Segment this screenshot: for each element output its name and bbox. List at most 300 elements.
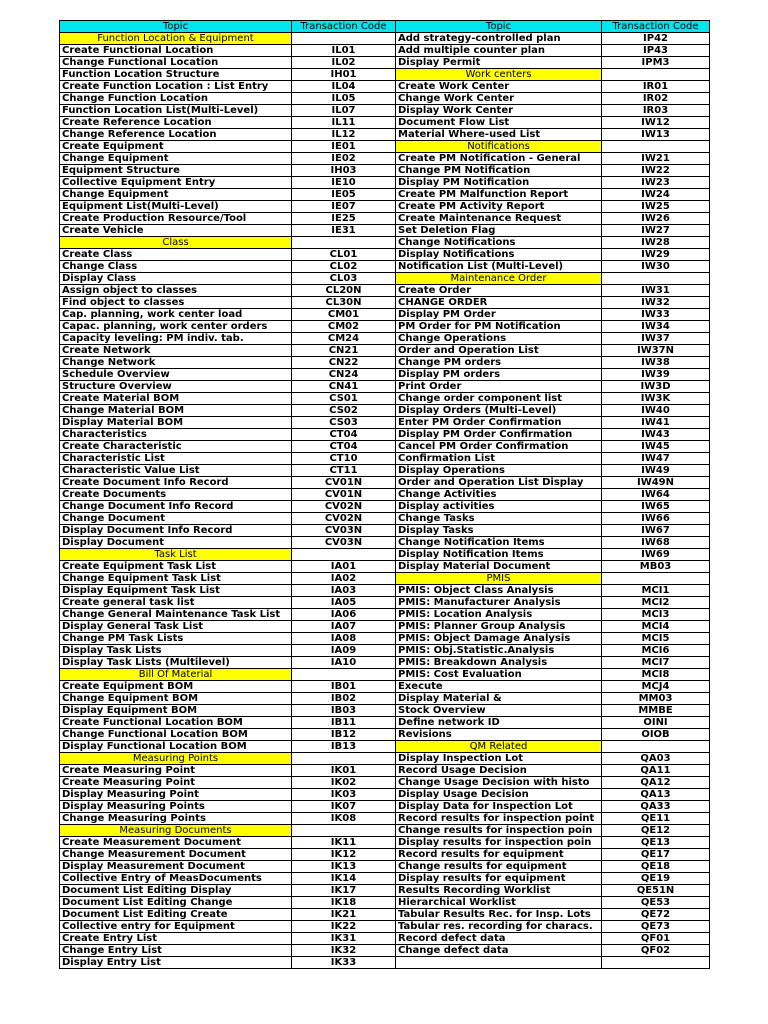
topic-cell-right: Change Notification Items xyxy=(396,537,602,549)
topic-cell-right: PMIS: Location Analysis xyxy=(396,609,602,621)
code-cell-right: QE53 xyxy=(602,897,710,909)
topic-cell-right: PMIS: Object Damage Analysis xyxy=(396,633,602,645)
code-cell-left: IE07 xyxy=(292,201,396,213)
table-row xyxy=(60,153,710,165)
topic-cell-right: Display results for equipment xyxy=(396,873,602,885)
code-cell-left: IB03 xyxy=(292,705,396,717)
topic-cell-right: Display PM Order xyxy=(396,309,602,321)
code-cell-left: IK31 xyxy=(292,933,396,945)
code-cell-right: IW29 xyxy=(602,249,710,261)
code-cell-left: IK13 xyxy=(292,861,396,873)
code-cell-left: IL11 xyxy=(292,117,396,129)
table-row xyxy=(60,81,710,93)
table-row xyxy=(60,429,710,441)
table-row xyxy=(60,765,710,777)
code-cell-left: CV02N xyxy=(292,501,396,513)
topic-cell-right: Record results for equipment xyxy=(396,849,602,861)
topic-cell-left: Change Function Location xyxy=(60,93,292,105)
table-row xyxy=(60,189,710,201)
table-row xyxy=(60,753,710,765)
code-cell-right: IW32 xyxy=(602,297,710,309)
code-cell-right: IW26 xyxy=(602,213,710,225)
code-cell-right xyxy=(602,741,710,753)
code-cell-left: CN21 xyxy=(292,345,396,357)
topic-cell-right: Results Recording Worklist xyxy=(396,885,602,897)
code-cell-left: IA10 xyxy=(292,657,396,669)
code-cell-right: MM03 xyxy=(602,693,710,705)
topic-cell-left: Create Characteristic xyxy=(60,441,292,453)
code-cell-right: QF01 xyxy=(602,933,710,945)
topic-cell-right: Set Deletion Flag xyxy=(396,225,602,237)
topic-cell-left: Create Vehicle xyxy=(60,225,292,237)
code-cell-left: CN41 xyxy=(292,381,396,393)
code-cell-right: IW33 xyxy=(602,309,710,321)
code-cell-right: IW37 xyxy=(602,333,710,345)
topic-cell-right: Change Notifications xyxy=(396,237,602,249)
code-cell-right: QE18 xyxy=(602,861,710,873)
code-cell-right: QA12 xyxy=(602,777,710,789)
topic-cell-left: Display Document xyxy=(60,537,292,549)
topic-cell-right: Display Material & xyxy=(396,693,602,705)
topic-cell-left: Equipment Structure xyxy=(60,165,292,177)
code-cell-left: CV03N xyxy=(292,525,396,537)
code-cell-left: IK12 xyxy=(292,849,396,861)
code-cell-right: MMBE xyxy=(602,705,710,717)
topic-cell-left: Change Material BOM xyxy=(60,405,292,417)
code-cell-right: IW49N xyxy=(602,477,710,489)
table-row xyxy=(60,777,710,789)
table-row xyxy=(60,177,710,189)
section-heading-left: Measuring Documents xyxy=(60,825,292,837)
code-cell-left: IE25 xyxy=(292,213,396,225)
code-cell-left: IL02 xyxy=(292,57,396,69)
code-cell-left: IB13 xyxy=(292,741,396,753)
topic-cell-left: Assign object to classes xyxy=(60,285,292,297)
table-row xyxy=(60,441,710,453)
topic-cell-right: PMIS: Obj.Statistic.Analysis xyxy=(396,645,602,657)
code-cell-left: CV02N xyxy=(292,513,396,525)
table-row xyxy=(60,837,710,849)
section-heading-left: Class xyxy=(60,237,292,249)
code-cell-left: IE01 xyxy=(292,141,396,153)
code-cell-right: IW39 xyxy=(602,369,710,381)
topic-cell-left: Display Document Info Record xyxy=(60,525,292,537)
code-cell-right: IPM3 xyxy=(602,57,710,69)
table-row xyxy=(60,45,710,57)
code-cell-left: CM24 xyxy=(292,333,396,345)
table-row xyxy=(60,321,710,333)
table-row xyxy=(60,957,710,969)
topic-cell-left: Document List Editing Change xyxy=(60,897,292,909)
code-cell-right: MCJ4 xyxy=(602,681,710,693)
code-cell-right: IW43 xyxy=(602,429,710,441)
table-row xyxy=(60,705,710,717)
code-cell-left: IE31 xyxy=(292,225,396,237)
topic-cell-right: Change Work Center xyxy=(396,93,602,105)
topic-cell-left: Cap. planning, work center load xyxy=(60,309,292,321)
code-cell-left: IK32 xyxy=(292,945,396,957)
code-cell-right: QA13 xyxy=(602,789,710,801)
topic-cell-left: Create Document Info Record xyxy=(60,477,292,489)
topic-cell-right: Display Notifications xyxy=(396,249,602,261)
topic-cell-right: Enter PM Order Confirmation xyxy=(396,417,602,429)
topic-cell-left: Create Functional Location xyxy=(60,45,292,57)
topic-cell-left: Create Equipment BOM xyxy=(60,681,292,693)
code-cell-right: MCI6 xyxy=(602,645,710,657)
topic-cell-right: Execute xyxy=(396,681,602,693)
topic-cell-right xyxy=(396,957,602,969)
code-cell-left: IL07 xyxy=(292,105,396,117)
topic-cell-right: Display Operations xyxy=(396,465,602,477)
topic-cell-right: Change order component list xyxy=(396,393,602,405)
topic-cell-left: Create Equipment xyxy=(60,141,292,153)
topic-cell-left: Create Network xyxy=(60,345,292,357)
code-cell-left: IA07 xyxy=(292,621,396,633)
header-topic-right: Topic xyxy=(396,21,602,33)
table-row xyxy=(60,897,710,909)
code-cell-right: IR02 xyxy=(602,93,710,105)
code-cell-left: IL12 xyxy=(292,129,396,141)
topic-cell-right: Order and Operation List Display xyxy=(396,477,602,489)
section-heading-right: PMIS xyxy=(396,573,602,585)
code-cell-left: IA06 xyxy=(292,609,396,621)
code-cell-left: CT10 xyxy=(292,453,396,465)
code-cell-left: IK08 xyxy=(292,813,396,825)
topic-cell-right: Print Order xyxy=(396,381,602,393)
table-row xyxy=(60,537,710,549)
code-cell-left: CM01 xyxy=(292,309,396,321)
topic-cell-left: Display Task Lists (Multilevel) xyxy=(60,657,292,669)
topic-cell-right: Stock Overview xyxy=(396,705,602,717)
topic-cell-left: Function Location Structure xyxy=(60,69,292,81)
topic-cell-right: Display Orders (Multi-Level) xyxy=(396,405,602,417)
topic-cell-right: Display Work Center xyxy=(396,105,602,117)
table-row xyxy=(60,717,710,729)
topic-cell-right: Display Inspection Lot xyxy=(396,753,602,765)
topic-cell-right: Create Order xyxy=(396,285,602,297)
topic-cell-left: Change Reference Location xyxy=(60,129,292,141)
table-row xyxy=(60,369,710,381)
section-heading-right: Work centers xyxy=(396,69,602,81)
table-row xyxy=(60,609,710,621)
code-cell-left: IB11 xyxy=(292,717,396,729)
code-cell-left: IK03 xyxy=(292,789,396,801)
code-cell-right xyxy=(602,573,710,585)
code-cell-right: IR03 xyxy=(602,105,710,117)
table-row xyxy=(60,93,710,105)
topic-cell-right: Add multiple counter plan xyxy=(396,45,602,57)
code-cell-right: QE12 xyxy=(602,825,710,837)
topic-cell-left: Structure Overview xyxy=(60,381,292,393)
code-cell-left: IL05 xyxy=(292,93,396,105)
code-cell-left: CV01N xyxy=(292,477,396,489)
topic-cell-right: Record results for inspection point xyxy=(396,813,602,825)
table-row xyxy=(60,621,710,633)
table-row xyxy=(60,813,710,825)
code-cell-left xyxy=(292,825,396,837)
table-row xyxy=(60,573,710,585)
table-row xyxy=(60,141,710,153)
table-row xyxy=(60,465,710,477)
code-cell-right: QA11 xyxy=(602,765,710,777)
topic-cell-left: Change Measuring Points xyxy=(60,813,292,825)
topic-cell-right: Record defect data xyxy=(396,933,602,945)
table-row xyxy=(60,693,710,705)
code-cell-right: IW30 xyxy=(602,261,710,273)
code-cell-right: IW28 xyxy=(602,237,710,249)
topic-cell-right: PM Order for PM Notification xyxy=(396,321,602,333)
table-row xyxy=(60,237,710,249)
table-row xyxy=(60,597,710,609)
table-row xyxy=(60,861,710,873)
topic-cell-left: Display Equipment BOM xyxy=(60,705,292,717)
table-row xyxy=(60,585,710,597)
topic-cell-right: Display Permit xyxy=(396,57,602,69)
topic-cell-right: Create Maintenance Request xyxy=(396,213,602,225)
topic-cell-left: Display Entry List xyxy=(60,957,292,969)
code-cell-left: IK07 xyxy=(292,801,396,813)
topic-cell-right: Change results for equipment xyxy=(396,861,602,873)
code-cell-right: QF02 xyxy=(602,945,710,957)
code-cell-right: IW3K xyxy=(602,393,710,405)
table-row xyxy=(60,213,710,225)
code-cell-right: IW38 xyxy=(602,357,710,369)
code-cell-right: IW27 xyxy=(602,225,710,237)
code-cell-right: IW24 xyxy=(602,189,710,201)
table-row xyxy=(60,477,710,489)
topic-cell-left: Change General Maintenance Task List xyxy=(60,609,292,621)
code-cell-left: IE10 xyxy=(292,177,396,189)
code-cell-right: MCI7 xyxy=(602,657,710,669)
table-row xyxy=(60,33,710,45)
table-row xyxy=(60,945,710,957)
topic-cell-right: Display Tasks xyxy=(396,525,602,537)
topic-cell-left: Display Task Lists xyxy=(60,645,292,657)
table-row xyxy=(60,261,710,273)
table-row xyxy=(60,933,710,945)
code-cell-right: QE19 xyxy=(602,873,710,885)
topic-cell-right: Display PM Order Confirmation xyxy=(396,429,602,441)
topic-cell-left: Create Reference Location xyxy=(60,117,292,129)
code-cell-right: IP43 xyxy=(602,45,710,57)
topic-cell-left: Collective entry for Equipment xyxy=(60,921,292,933)
code-cell-right: IW22 xyxy=(602,165,710,177)
table-row xyxy=(60,129,710,141)
section-heading-right: Maintenance Order xyxy=(396,273,602,285)
table-row xyxy=(60,333,710,345)
topic-cell-right: Hierarchical Worklist xyxy=(396,897,602,909)
topic-cell-left: Create Measurement Document xyxy=(60,837,292,849)
code-cell-left: IK18 xyxy=(292,897,396,909)
code-cell-right: IW41 xyxy=(602,417,710,429)
topic-cell-left: Create Material BOM xyxy=(60,393,292,405)
topic-cell-right: Revisions xyxy=(396,729,602,741)
topic-cell-left: Schedule Overview xyxy=(60,369,292,381)
code-cell-left: CL03 xyxy=(292,273,396,285)
topic-cell-right: Display PM Notification xyxy=(396,177,602,189)
topic-cell-right: Create Work Center xyxy=(396,81,602,93)
code-cell-left: CT11 xyxy=(292,465,396,477)
code-cell-right: IW66 xyxy=(602,513,710,525)
code-cell-right: QE72 xyxy=(602,909,710,921)
table-row xyxy=(60,501,710,513)
topic-cell-left: Create Production Resource/Tool xyxy=(60,213,292,225)
code-cell-right: MCI8 xyxy=(602,669,710,681)
code-cell-right: OINI xyxy=(602,717,710,729)
code-cell-right: IW31 xyxy=(602,285,710,297)
topic-cell-left: Find object to classes xyxy=(60,297,292,309)
topic-cell-left: Document List Editing Create xyxy=(60,909,292,921)
table-row xyxy=(60,549,710,561)
table-row xyxy=(60,909,710,921)
topic-cell-left: Create Measuring Point xyxy=(60,765,292,777)
code-cell-right: IW69 xyxy=(602,549,710,561)
table-row xyxy=(60,657,710,669)
topic-cell-right: PMIS: Object Class Analysis xyxy=(396,585,602,597)
topic-cell-left: Capac. planning, work center orders xyxy=(60,321,292,333)
code-cell-left: IK14 xyxy=(292,873,396,885)
code-cell-left: CN22 xyxy=(292,357,396,369)
topic-cell-left: Create Function Location : List Entry xyxy=(60,81,292,93)
table-row xyxy=(60,525,710,537)
section-heading-right: QM Related xyxy=(396,741,602,753)
table-row xyxy=(60,201,710,213)
table-row xyxy=(60,249,710,261)
code-cell-right: OIOB xyxy=(602,729,710,741)
table-row xyxy=(60,165,710,177)
topic-cell-right: Create PM Malfunction Report xyxy=(396,189,602,201)
topic-cell-right: PMIS: Planner Group Analysis xyxy=(396,621,602,633)
topic-cell-left: Characteristics xyxy=(60,429,292,441)
table-row xyxy=(60,345,710,357)
topic-cell-left: Change Document xyxy=(60,513,292,525)
topic-cell-left: Display Measurement Document xyxy=(60,861,292,873)
topic-cell-right: Create PM Activity Report xyxy=(396,201,602,213)
code-cell-left: CS03 xyxy=(292,417,396,429)
code-cell-left: CS02 xyxy=(292,405,396,417)
topic-cell-left: Display Class xyxy=(60,273,292,285)
code-cell-left: CL20N xyxy=(292,285,396,297)
topic-cell-right: Display results for inspection poin xyxy=(396,837,602,849)
code-cell-right: IW23 xyxy=(602,177,710,189)
code-cell-right: QE13 xyxy=(602,837,710,849)
code-cell-right: IR01 xyxy=(602,81,710,93)
code-cell-right: QA03 xyxy=(602,753,710,765)
code-cell-left: CV01N xyxy=(292,489,396,501)
topic-cell-right: Display Notification Items xyxy=(396,549,602,561)
topic-cell-left: Collective Entry of MeasDocuments xyxy=(60,873,292,885)
topic-cell-right: Change PM Notification xyxy=(396,165,602,177)
header-row xyxy=(60,21,710,33)
code-cell-left: IA02 xyxy=(292,573,396,585)
topic-cell-left: Display Material BOM xyxy=(60,417,292,429)
table-row xyxy=(60,633,710,645)
table-row xyxy=(60,393,710,405)
table-row xyxy=(60,669,710,681)
topic-cell-left: Display General Task List xyxy=(60,621,292,633)
table-row xyxy=(60,489,710,501)
code-cell-left: IK22 xyxy=(292,921,396,933)
topic-cell-right: Display PM orders xyxy=(396,369,602,381)
code-cell-right: MCI3 xyxy=(602,609,710,621)
topic-cell-right: Display Usage Decision xyxy=(396,789,602,801)
code-cell-left: IK02 xyxy=(292,777,396,789)
header-code-right: Transaction Code xyxy=(602,21,710,33)
code-cell-right: MCI2 xyxy=(602,597,710,609)
table-row xyxy=(60,117,710,129)
table-row xyxy=(60,381,710,393)
table-row xyxy=(60,357,710,369)
topic-cell-left: Change Equipment BOM xyxy=(60,693,292,705)
topic-cell-left: Create Measuring Point xyxy=(60,777,292,789)
code-cell-left: CM02 xyxy=(292,321,396,333)
code-cell-right: QE11 xyxy=(602,813,710,825)
topic-cell-left: Equipment List(Multi-Level) xyxy=(60,201,292,213)
topic-cell-left: Change Entry List xyxy=(60,945,292,957)
code-cell-left: IK17 xyxy=(292,885,396,897)
code-cell-right: QE51N xyxy=(602,885,710,897)
code-cell-left xyxy=(292,33,396,45)
code-cell-right: IW3D xyxy=(602,381,710,393)
code-cell-right xyxy=(602,273,710,285)
table-row xyxy=(60,849,710,861)
code-cell-left: IE05 xyxy=(292,189,396,201)
topic-cell-right: Change PM orders xyxy=(396,357,602,369)
table-row xyxy=(60,273,710,285)
topic-cell-left: Change Document Info Record xyxy=(60,501,292,513)
table-row xyxy=(60,873,710,885)
code-cell-right: QA33 xyxy=(602,801,710,813)
topic-cell-right: Create PM Notification - General xyxy=(396,153,602,165)
code-cell-left: IB02 xyxy=(292,693,396,705)
topic-cell-left: Create Equipment Task List xyxy=(60,561,292,573)
topic-cell-left: Collective Equipment Entry xyxy=(60,177,292,189)
table-row xyxy=(60,789,710,801)
topic-cell-right: Change results for inspection poin xyxy=(396,825,602,837)
code-cell-left: IA03 xyxy=(292,585,396,597)
code-cell-right xyxy=(602,69,710,81)
topic-cell-left: Display Measuring Points xyxy=(60,801,292,813)
table-row xyxy=(60,285,710,297)
table-row xyxy=(60,69,710,81)
code-cell-right: IW37N xyxy=(602,345,710,357)
topic-cell-left: Create general task list xyxy=(60,597,292,609)
topic-cell-left: Display Functional Location BOM xyxy=(60,741,292,753)
topic-cell-left: Create Documents xyxy=(60,489,292,501)
code-cell-left: IB12 xyxy=(292,729,396,741)
code-cell-left xyxy=(292,753,396,765)
topic-cell-left: Change Equipment xyxy=(60,153,292,165)
topic-cell-left: Change Equipment xyxy=(60,189,292,201)
section-heading-left: Bill Of Material xyxy=(60,669,292,681)
table-row xyxy=(60,417,710,429)
code-cell-left xyxy=(292,237,396,249)
code-cell-left: CV03N xyxy=(292,537,396,549)
table-row xyxy=(60,297,710,309)
code-cell-right: IW64 xyxy=(602,489,710,501)
code-cell-left: IH01 xyxy=(292,69,396,81)
code-cell-left: IE02 xyxy=(292,153,396,165)
topic-cell-left: Change Measurement Document xyxy=(60,849,292,861)
table-body xyxy=(60,33,710,969)
code-cell-left xyxy=(292,669,396,681)
code-cell-left: IK01 xyxy=(292,765,396,777)
section-heading-left: Measuring Points xyxy=(60,753,292,765)
code-cell-right: IW25 xyxy=(602,201,710,213)
topic-cell-right: Change Tasks xyxy=(396,513,602,525)
table-row xyxy=(60,453,710,465)
code-cell-right: IW12 xyxy=(602,117,710,129)
